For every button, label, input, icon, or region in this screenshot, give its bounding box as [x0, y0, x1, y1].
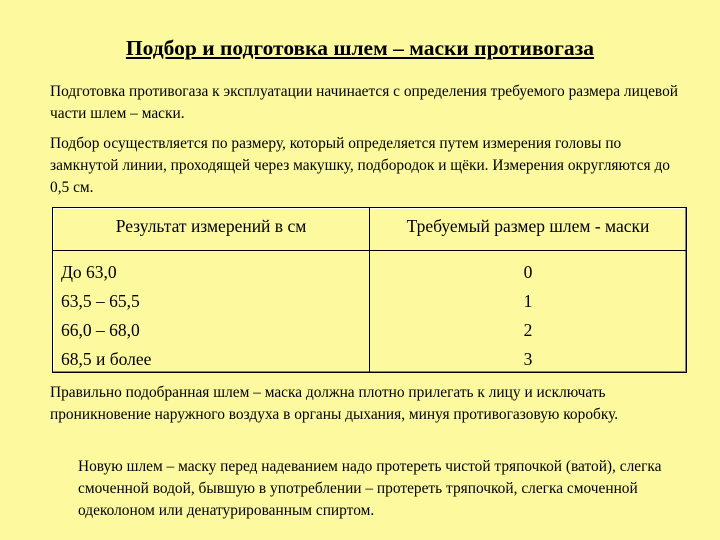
paragraph-cleaning: Новую шлем – маску перед надеванием надо протереть чистой тряпочкой (ватой), слегка смоченной водой, бывшую в употреблении – протереть тряпочкой, слегка смоченной одеколоном или денатурированным спиртом. [78, 458, 662, 519]
paragraph-fit: Правильно подобранная шлем – маска должна плотно прилегать к лицу и исключать проникновение наружного воздуха в органы дыхания, минуя противогазовую коробку. [50, 384, 619, 423]
table-column-measurements [61, 258, 151, 374]
paragraph-selection: Подбор осуществляется по размеру, который определяется путем измерения головы по замкнутой линии, проходящей через макушку, подбородок и щёки. Измерения округляются до 0,5 см. [50, 135, 670, 196]
table-cell-size: 2 [523, 320, 533, 340]
table-header-divider [53, 250, 686, 251]
table-cell-size: 3 [523, 349, 533, 369]
slide-title: Подбор и подготовка шлем – маски противогаза [125, 36, 595, 60]
table-header-measurement: Результат измерений в см [115, 216, 307, 236]
table-cell-size: 1 [523, 291, 533, 311]
table-cell-measurement: 68,5 и более [61, 349, 152, 369]
table-cell-measurement: 63,5 – 65,5 [61, 291, 140, 311]
table-cell-measurement: 66,0 – 68,0 [61, 320, 140, 340]
paragraph-intro: Подготовка противогаза к эксплуатации начинается с определения требуемого размера лицевой части шлем – маски. [50, 83, 678, 122]
table-column-sizes [370, 258, 686, 374]
table-cell-size: 0 [523, 262, 533, 282]
table-header-size: Требуемый размер шлем - маски [406, 216, 650, 236]
size-table [52, 207, 687, 373]
table-cell-measurement: До 63,0 [61, 262, 117, 282]
